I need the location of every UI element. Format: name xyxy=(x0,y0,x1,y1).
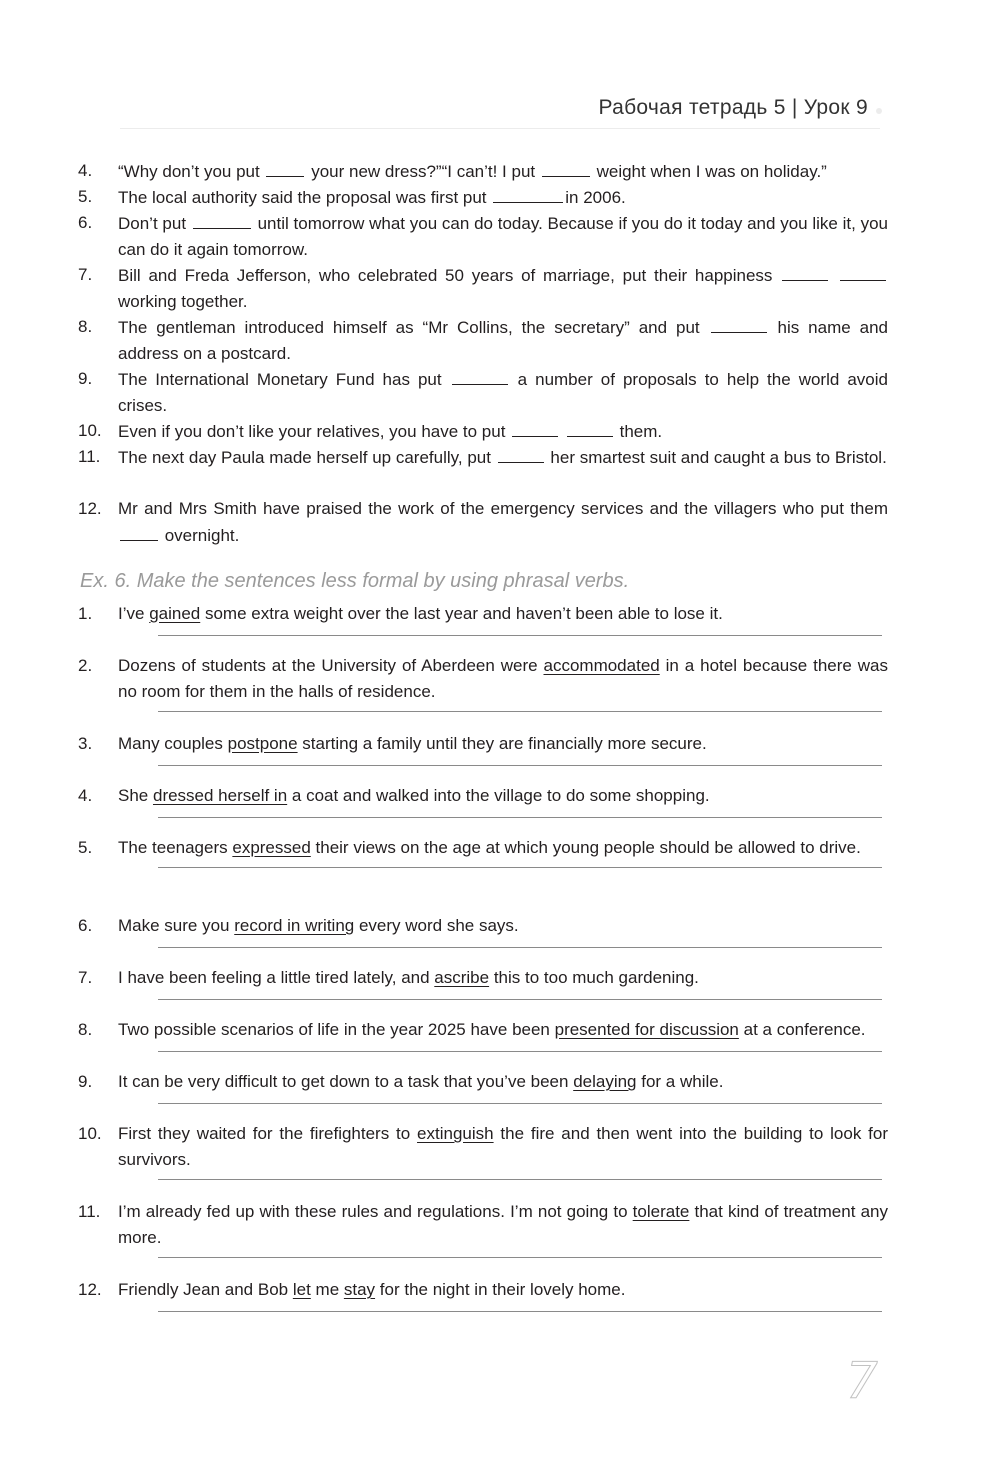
item-number: 2. xyxy=(78,656,93,675)
cont-item-12 xyxy=(78,496,888,548)
item-text xyxy=(118,366,888,419)
blank[interactable] xyxy=(512,418,558,437)
item-number: 7. xyxy=(78,968,93,987)
cont-item-9 xyxy=(78,366,888,418)
cont-item-4 xyxy=(78,158,888,184)
item-number: 9. xyxy=(78,369,93,388)
answer-line[interactable] xyxy=(158,1051,882,1052)
item-sentence xyxy=(118,913,888,939)
text-part: The International Monetary Fund has put xyxy=(118,370,450,389)
item-number: 11. xyxy=(78,1202,101,1221)
blank[interactable] xyxy=(542,158,590,177)
underlined-word: stay xyxy=(343,1280,376,1299)
text-part: his name and address on a postcard. xyxy=(118,318,889,363)
blank[interactable] xyxy=(498,444,544,463)
item-text xyxy=(118,496,888,549)
item-sentence xyxy=(118,1277,888,1303)
exercise6-item-9 xyxy=(78,1069,888,1121)
exercise6-item-4 xyxy=(78,783,888,835)
item-sentence xyxy=(118,965,888,991)
sentence-part: for a while. xyxy=(636,1072,724,1091)
exercise6-item-8 xyxy=(78,1017,888,1069)
text-part: “Why don’t you put xyxy=(118,162,265,181)
item-number: 7. xyxy=(78,265,93,284)
sentence-part: The teenagers xyxy=(118,838,233,857)
underlined-word: gained xyxy=(149,604,201,623)
text-part: The next day Paula made herself up carefully, put xyxy=(118,448,496,467)
sentence-part: me xyxy=(310,1280,344,1299)
answer-line[interactable] xyxy=(158,867,882,868)
exercise5-continuation-list xyxy=(78,158,888,548)
sentence-part: that kind of treatment any more. xyxy=(118,1202,888,1247)
item-number: 5. xyxy=(78,838,93,857)
text-part: in 2006. xyxy=(565,188,626,207)
item-number: 4. xyxy=(78,786,93,805)
sentence-part: Make sure you xyxy=(118,916,235,935)
page-number: 7 xyxy=(846,1352,878,1410)
exercise6-item-5 xyxy=(78,835,888,913)
answer-line[interactable] xyxy=(158,635,882,636)
answer-line[interactable] xyxy=(158,711,882,712)
underlined-word: accommodated xyxy=(543,656,660,675)
item-number: 10. xyxy=(78,421,102,440)
sentence-part: Dozens of students at the University of Aberdeen were xyxy=(118,656,544,675)
exercise6-item-11 xyxy=(78,1199,888,1277)
item-number: 9. xyxy=(78,1072,93,1091)
blank[interactable] xyxy=(840,262,886,281)
header-decoration xyxy=(876,108,882,114)
answer-line[interactable] xyxy=(158,999,882,1000)
sentence-part: for the night in their lovely home. xyxy=(375,1280,626,1299)
sentence-part: every word she says. xyxy=(354,916,519,935)
underlined-word: tolerate xyxy=(632,1202,690,1221)
sentence-part: in a hotel because there was no room for them in the halls of residence. xyxy=(118,656,888,701)
underlined-word: postpone xyxy=(227,734,298,753)
blank[interactable] xyxy=(493,184,563,203)
text-part: your new dress?”“I can’t! I put xyxy=(306,162,540,181)
item-number: 8. xyxy=(78,317,93,336)
underlined-word: presented for discussion xyxy=(554,1020,739,1039)
sentence-part: First they waited for the firefighters to xyxy=(118,1124,418,1143)
sentence-part: this to too much gardening. xyxy=(489,968,699,987)
text-part: Even if you don’t like your relatives, you have to put xyxy=(118,422,511,441)
underlined-word: dressed herself in xyxy=(152,786,288,805)
underlined-word: expressed xyxy=(232,838,311,857)
item-sentence xyxy=(118,653,888,705)
sentence-part: She xyxy=(118,786,153,805)
blank[interactable] xyxy=(266,158,304,177)
item-sentence xyxy=(118,1017,888,1043)
blank[interactable] xyxy=(193,210,251,229)
cont-item-6 xyxy=(78,210,888,262)
item-number: 11. xyxy=(78,447,101,466)
item-number: 10. xyxy=(78,1124,102,1143)
underlined-word: ascribe xyxy=(434,968,490,987)
underlined-word: delaying xyxy=(573,1072,637,1091)
cont-item-11 xyxy=(78,444,888,496)
item-sentence xyxy=(118,835,888,861)
sentence-part: starting a family until they are financially more secure. xyxy=(297,734,707,753)
exercise6-title: Ex. 6. Make the sentences less formal by using phrasal verbs. xyxy=(80,570,630,592)
exercise6-item-2 xyxy=(78,653,888,731)
exercise6-list xyxy=(78,601,888,1329)
item-text xyxy=(118,158,888,185)
sentence-part: Many couples xyxy=(118,734,228,753)
text-part: Mr and Mrs Smith have praised the work of the emergency services and the villagers who put them xyxy=(118,499,888,518)
item-sentence xyxy=(118,783,888,809)
sentence-part: Two possible scenarios of life in the year 2025 have been xyxy=(118,1020,555,1039)
cont-item-5 xyxy=(78,184,888,210)
blank[interactable] xyxy=(120,522,158,541)
item-text xyxy=(118,444,888,471)
text-part: The local authority said the proposal was first put xyxy=(118,188,492,207)
item-text xyxy=(118,184,888,211)
text-part: a number of proposals to help the world avoid crises. xyxy=(118,370,888,415)
sentence-part: I have been feeling a little tired lately, and xyxy=(118,968,435,987)
sentence-part: I’m already fed up with these rules and regulations. I’m not going to xyxy=(118,1202,633,1221)
text-part: weight when I was on holiday.” xyxy=(591,162,827,181)
blank[interactable] xyxy=(452,366,508,385)
item-sentence xyxy=(118,601,888,627)
item-number: 12. xyxy=(78,1280,102,1299)
item-number: 5. xyxy=(78,187,93,206)
answer-line[interactable] xyxy=(158,1179,882,1180)
text-part: working together. xyxy=(118,292,248,311)
text-part: Bill and Freda Jefferson, who celebrated 50 years of marriage, put their happiness xyxy=(118,266,781,285)
sentence-part: I’ve xyxy=(118,604,150,623)
answer-line[interactable] xyxy=(158,947,882,948)
cont-item-10 xyxy=(78,418,888,444)
item-text xyxy=(118,210,888,263)
exercise6-item-6 xyxy=(78,913,888,965)
text-part: her smartest suit and caught a bus to Bristol. xyxy=(545,448,887,467)
item-text xyxy=(118,314,888,367)
exercise6-item-3 xyxy=(78,731,888,783)
text-part xyxy=(830,266,838,285)
item-text xyxy=(118,262,888,315)
answer-line[interactable] xyxy=(158,1257,882,1258)
answer-line[interactable] xyxy=(158,1311,882,1312)
item-sentence xyxy=(118,731,888,757)
cont-item-8 xyxy=(78,314,888,366)
header-rule xyxy=(120,128,880,129)
sentence-part: some extra weight over the last year and haven’t been able to lose it. xyxy=(200,604,723,623)
item-number: 4. xyxy=(78,161,93,180)
sentence-part: Friendly Jean and Bob xyxy=(118,1280,293,1299)
text-part: Don’t put xyxy=(118,214,191,233)
sentence-part: their views on the age at which young people should be allowed to drive. xyxy=(310,838,861,857)
blank[interactable] xyxy=(567,418,613,437)
item-sentence xyxy=(118,1121,888,1173)
answer-line[interactable] xyxy=(158,817,882,818)
item-number: 1. xyxy=(78,604,93,623)
sentence-part: at a conference. xyxy=(738,1020,866,1039)
exercise6-item-7 xyxy=(78,965,888,1017)
text-part: them. xyxy=(614,422,663,441)
exercise6-item-1 xyxy=(78,601,888,653)
text-part: overnight. xyxy=(160,526,240,545)
item-sentence xyxy=(118,1199,888,1251)
item-number: 12. xyxy=(78,499,102,518)
item-text xyxy=(118,418,888,445)
answer-line[interactable] xyxy=(158,765,882,766)
answer-line[interactable] xyxy=(158,1103,882,1104)
text-part xyxy=(560,422,565,441)
sentence-part: It can be very difficult to get down to a task that you’ve been xyxy=(118,1072,574,1091)
underlined-word: extinguish xyxy=(417,1124,494,1143)
text-part: The gentleman introduced himself as “Mr Collins, the secretary” and put xyxy=(118,318,709,337)
text-part: until tomorrow what you can do today. Because if you do it today and you like it, you can do it again tomorrow. xyxy=(118,214,889,259)
item-number: 6. xyxy=(78,213,93,232)
item-sentence xyxy=(118,1069,888,1095)
blank[interactable] xyxy=(782,262,828,281)
sentence-part: a coat and walked into the village to do some shopping. xyxy=(287,786,710,805)
underlined-word: let xyxy=(292,1280,311,1299)
item-number: 6. xyxy=(78,916,93,935)
item-number: 8. xyxy=(78,1020,93,1039)
sentence-part: the fire and then went into the building to look for survivors. xyxy=(118,1124,888,1169)
blank[interactable] xyxy=(711,314,767,333)
page-header: Рабочая тетрадь 5 | Урок 9 xyxy=(598,96,868,119)
item-number: 3. xyxy=(78,734,93,753)
cont-item-7 xyxy=(78,262,888,314)
exercise6-item-12 xyxy=(78,1277,888,1329)
exercise6-item-10 xyxy=(78,1121,888,1199)
underlined-word: record in writing xyxy=(234,916,355,935)
